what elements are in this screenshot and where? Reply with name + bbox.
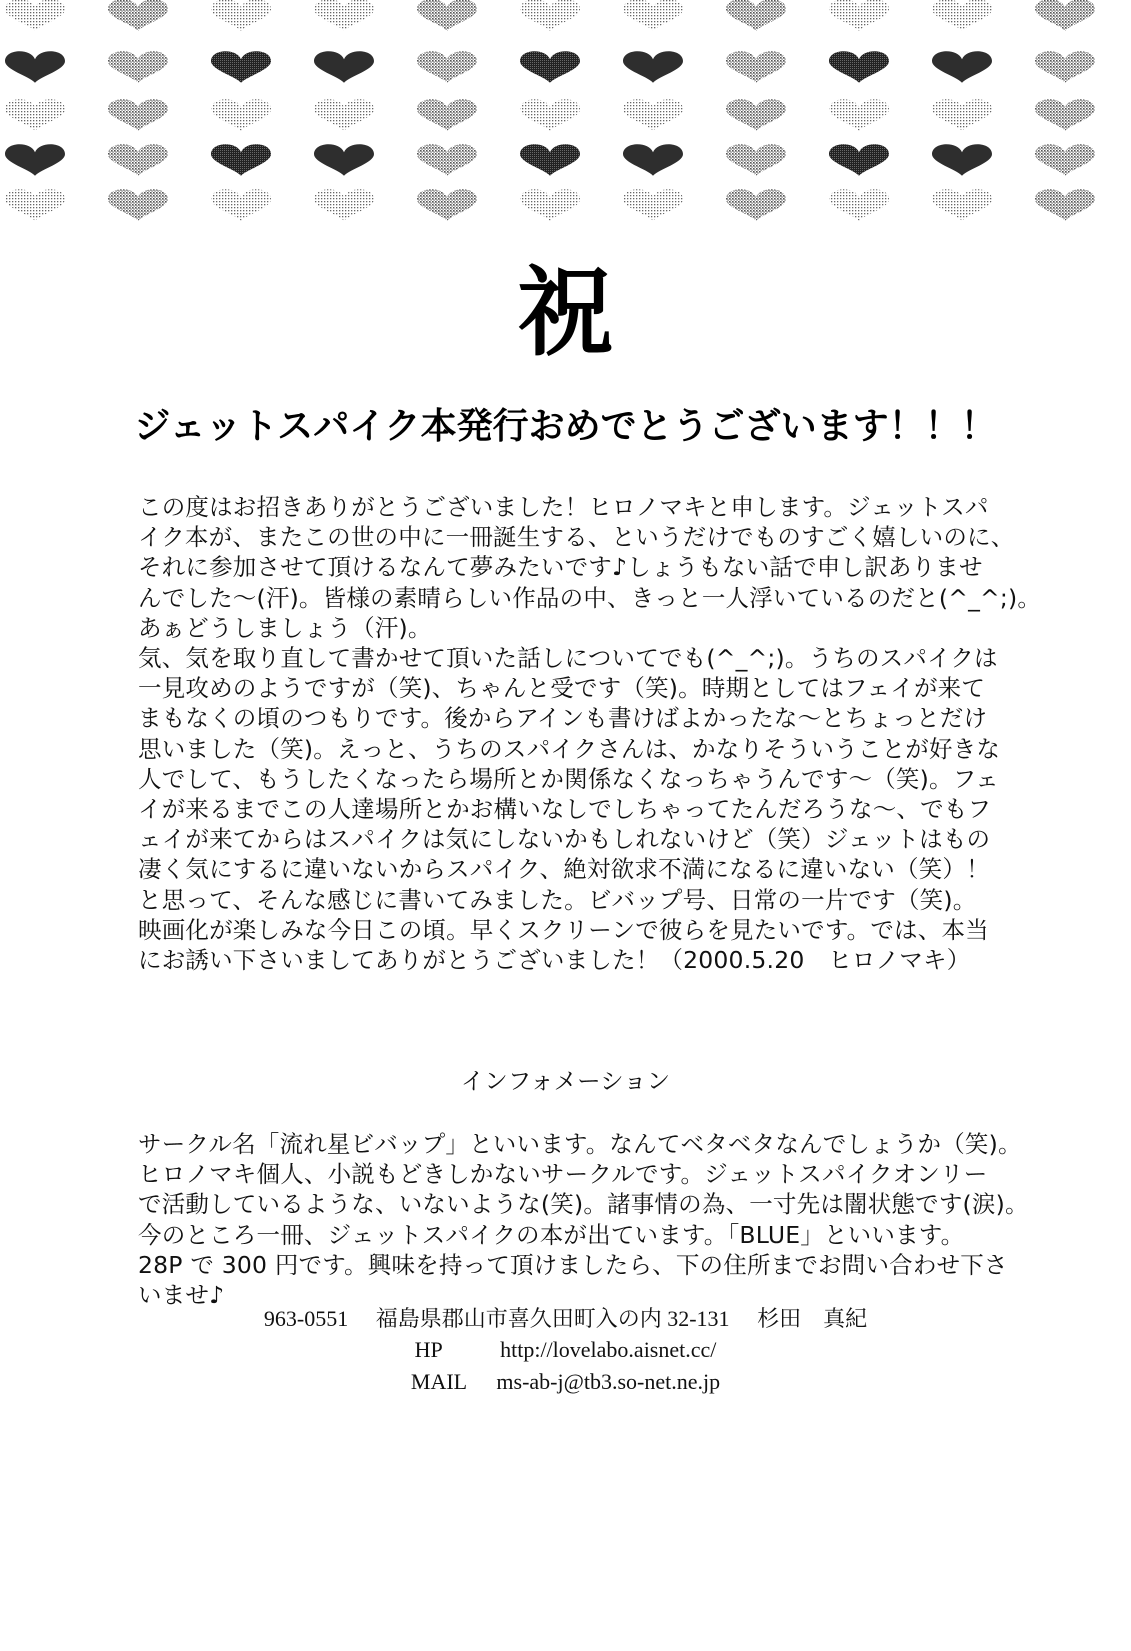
heart-icon (520, 0, 580, 31)
heart-icon (5, 189, 65, 220)
heart-icon (932, 144, 992, 175)
heart-icon (932, 189, 992, 220)
heart-icon (5, 0, 65, 31)
heart-icon (211, 0, 271, 31)
info-line: ヒロノマキ個人、小説もどきしかないサークルです。ジェットスパイクオンリー (138, 1160, 988, 1189)
heart-icon (1035, 99, 1095, 130)
heart-icon (211, 99, 271, 130)
homepage-label: HP (414, 1337, 443, 1362)
heart-icon (726, 99, 786, 130)
message-line: 映画化が楽しみな今日この頃。早くスクリーンで彼らを見たいです。では、本当 (138, 915, 989, 944)
info-line: で活動しているような、いないような(笑)。諸事情の為、一寸先は闇状態です(涙)。 (138, 1190, 1029, 1219)
message-line: あぁどうしましょう（汗)。 (138, 613, 432, 642)
message-line: 気、気を取り直して書かせて頂いた話しについてでも(^_^;)。うちのスパイクは (138, 644, 998, 673)
heart-icon (829, 189, 889, 220)
message-line: んでした～(汗)。皆様の素晴らしい作品の中、きっと一人浮いているのだと(^_^;)。 (138, 583, 1042, 612)
heart-icon (1035, 51, 1095, 82)
heart-icon (211, 51, 271, 82)
mail-address[interactable]: ms-ab-j@tb3.so-net.ne.jp (496, 1369, 721, 1394)
mail-label: MAIL (410, 1369, 468, 1394)
heart-icon (417, 99, 477, 130)
heart-icon (314, 99, 374, 130)
heart-icon (211, 144, 271, 175)
message-line: イが来るまでこの人達場所とかお構いなしでしちゃってたんだろうな～、でもフ (138, 795, 992, 824)
heart-icon (623, 144, 683, 175)
heart-icon (314, 0, 374, 31)
info-line: 今のところ一冊、ジェットスパイクの本が出ています。「BLUE」といいます。 (138, 1220, 965, 1249)
heart-icon (932, 0, 992, 31)
heart-icon (108, 51, 168, 82)
heart-icon (5, 51, 65, 82)
heart-icon (829, 51, 889, 82)
heart-icon (520, 99, 580, 130)
info-line: 28P で 300 円です。興味を持って頂けましたら、下の住所までお問い合わせ下さ (138, 1250, 1008, 1279)
message-line: イク本が、またこの世の中に一冊誕生する、というだけでものすごく嬉しいのに、 (138, 523, 1015, 552)
heart-icon (1035, 189, 1095, 220)
contact-address (0, 1305, 1131, 1333)
heart-icon (108, 189, 168, 220)
heart-icon (417, 189, 477, 220)
heart-icon (520, 51, 580, 82)
heart-icon (726, 144, 786, 175)
message-line: 人でして、もうしたくなったら場所とか関係なくなっちゃうんです～（笑)。フェ (138, 764, 999, 793)
heart-icon (726, 0, 786, 31)
info-line: サークル名「流れ星ビバップ」といいます。なんてベタベタなんでしょうか（笑)。 (138, 1130, 1022, 1158)
congratulations-headline: ジェットスパイク本発行おめでとうございます！！！ (134, 405, 997, 447)
contact-homepage (0, 1336, 1131, 1364)
heart-icon (623, 51, 683, 82)
info-line: いませ♪ (138, 1281, 225, 1310)
message-line: まもなくの頃のつもりです。後からアインも書けばよかったな～とちょっとだけ (138, 704, 988, 733)
information-body (138, 1129, 1029, 1310)
heart-icon (314, 51, 374, 82)
heart-icon (314, 189, 374, 220)
message-line: 凄く気にするに違いないからスパイク、絶対欲求不満になるに違いない（笑）！ (138, 855, 990, 884)
heart-icon (829, 0, 889, 31)
contact-mail (0, 1368, 1131, 1396)
heart-icon (520, 189, 580, 220)
heart-icon (932, 99, 992, 130)
heart-icon (829, 144, 889, 175)
celebration-kanji: 祝 (517, 256, 614, 369)
heart-banner (0, 0, 1131, 250)
homepage-url[interactable]: http://lovelabo.aisnet.cc/ (500, 1337, 717, 1362)
heart-icon (623, 99, 683, 130)
heart-icon (5, 99, 65, 130)
message-body (138, 492, 1042, 975)
message-line: と思って、そんな感じに書いてみました。ビバップ号、日常の一片です（笑)。 (138, 885, 977, 914)
message-line: ェイが来てからはスパイクは気にしないかもしれないけど（笑）ジェットはもの (138, 825, 991, 854)
address: 福島県郡山市喜久田町入の内 32-131 (375, 1306, 730, 1331)
heart-icon (417, 0, 477, 31)
information-heading: インフォメーション (460, 1067, 671, 1095)
heart-icon (726, 189, 786, 220)
heart-icon (417, 144, 477, 175)
heart-icon (1035, 0, 1095, 31)
heart-icon (726, 51, 786, 82)
heart-icon (5, 144, 65, 175)
message-line: それに参加させて頂けるなんて夢みたいです♪しょうもない話で申し訳ありませ (138, 553, 983, 582)
heart-icon (108, 0, 168, 31)
heart-icon (314, 144, 374, 175)
heart-icon (623, 189, 683, 220)
message-line: 思いました（笑)。えっと、うちのスパイクさんは、かなりそういうことが好きな (138, 734, 1001, 763)
heart-icon (108, 99, 168, 130)
postal-code: 963-0551 (263, 1306, 349, 1331)
author-name: 杉田 真紀 (757, 1306, 868, 1331)
heart-icon (623, 0, 683, 31)
heart-icon (211, 189, 271, 220)
heart-icon (520, 144, 580, 175)
message-line: にお誘い下さいましてありがとうございました！（2000.5.20 ヒロノマキ） (138, 946, 971, 975)
message-line: 一見攻めのようですが（笑)、ちゃんと受です（笑)。時期としてはフェイが来て (138, 674, 986, 703)
message-line: この度はお招きありがとうございました！ヒロノマキと申します。ジェットスパ (138, 493, 989, 521)
heart-icon (932, 51, 992, 82)
heart-icon (1035, 144, 1095, 175)
heart-icon (108, 144, 168, 175)
heart-icon (417, 51, 477, 82)
heart-icon (829, 99, 889, 130)
